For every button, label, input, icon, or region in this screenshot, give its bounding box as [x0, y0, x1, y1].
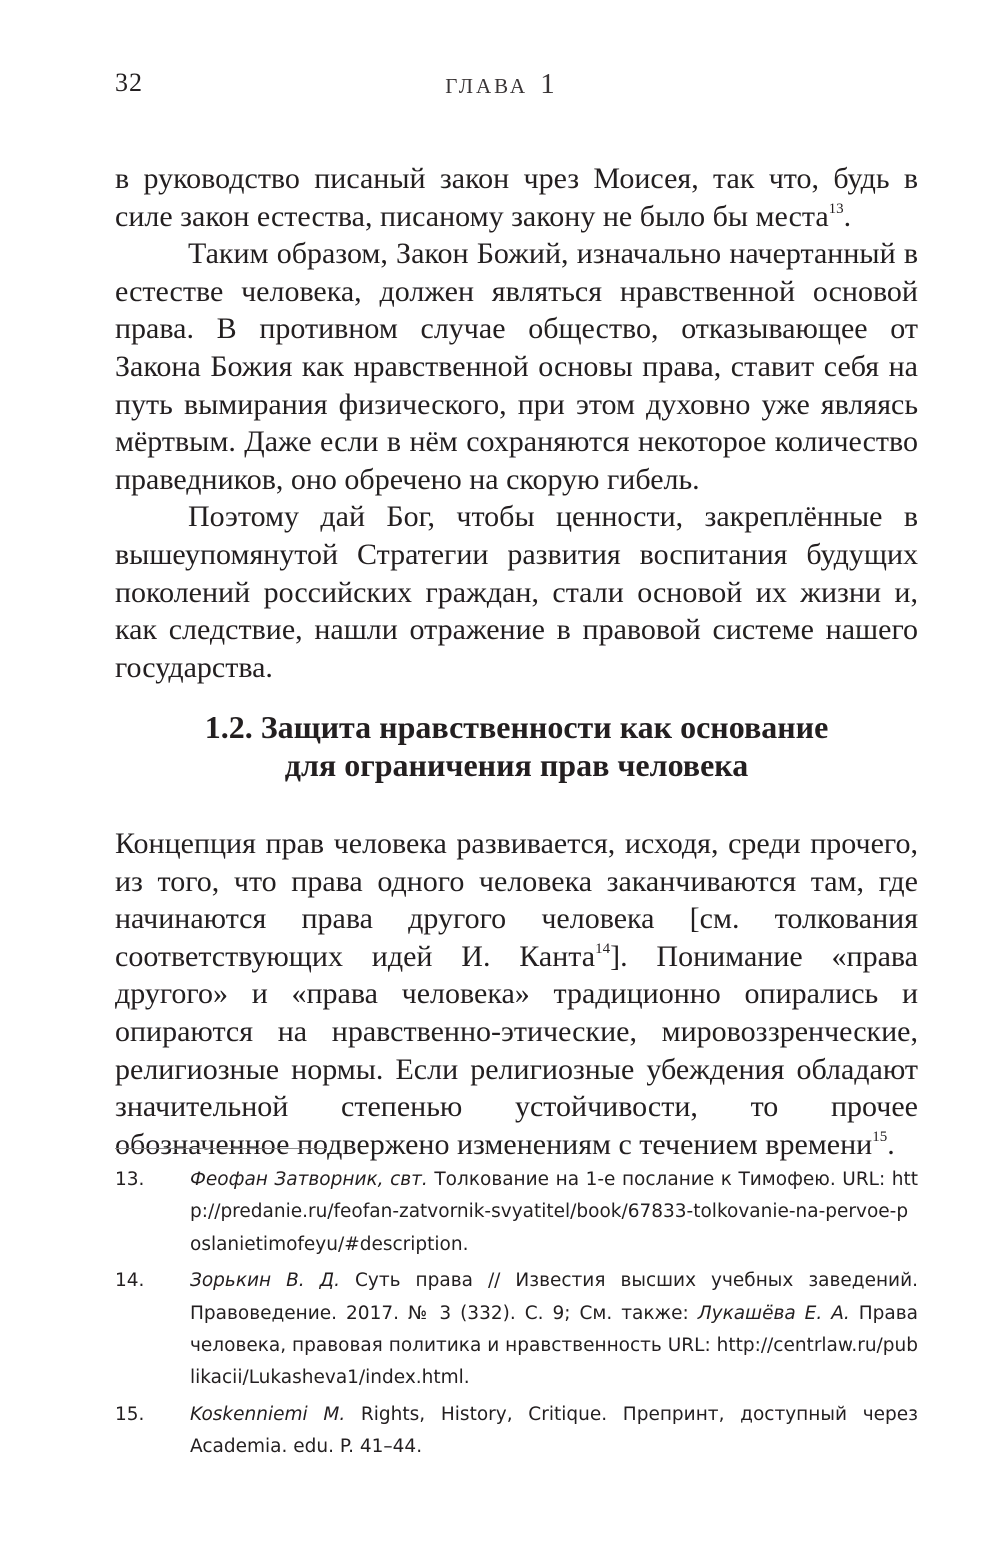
section-heading-line-1: 1.2. Защита нравственности как основание — [204, 709, 829, 745]
footnote-url[interactable]: http://centrlaw.ru/publikacii/Lukasheva1/index.html. — [190, 1335, 918, 1389]
footnote-author: Феофан Затворник, свт. — [190, 1169, 428, 1190]
footnote-author-2: Лукашёва Е. А. — [697, 1302, 850, 1324]
page-header — [0, 62, 1000, 106]
footnote-author: Koskenniemi M. — [190, 1403, 346, 1425]
section-paragraph-part-3: . — [887, 1127, 895, 1161]
running-head — [0, 68, 1000, 101]
body-text — [115, 160, 918, 686]
chapter-number: 1 — [540, 68, 555, 100]
section-paragraph-part-1: Концепция прав человека развивается, исходя, среди прочего, из того, что права одного человека заканчиваются там, где начинаются права другого человека [см. толкования соответствующих идей И. Канта — [115, 827, 918, 973]
footnote-text: Суть права // Известия высших учебных заведений. Правоведение. 2017. № 3 (332). С. 9; См. также: — [190, 1270, 918, 1324]
footnote-number: 13. — [115, 1169, 145, 1190]
footnotes — [115, 1164, 918, 1468]
footnote-ref-13: 13 — [828, 200, 844, 217]
paragraph-2: Таким образом, Закон Божий, изначально начертанный в естестве человека, должен являться нравственной основой права. В противном случае общество, отказывающее от Закона Божия как нравственной основы права, ставит себя на путь вымирания физического, при этом духовно уже являясь мёртвым. Даже если в нём сохраняются некоторое количество праведников, оно обречено на скорую гибель. — [115, 237, 918, 496]
footnote-divider — [115, 1148, 327, 1149]
paragraph-1-text: в руководство писаный закон чрез Моисея, так что, будь в силе закон естества, писаному закону не было бы места — [115, 162, 918, 233]
paragraph-1: в руководство писаный закон чрез Моисея, так что, будь в силе закон естества, писаному закону не было бы места$^{13}$. — [115, 162, 918, 233]
footnote-body — [190, 1164, 918, 1261]
section-heading-line-2: для ограничения прав человека — [284, 747, 749, 783]
footnote-number: 14. — [115, 1270, 145, 1292]
footnote-text-2: Права человека, правовая политика и нравственность URL: — [190, 1302, 918, 1357]
footnote-ref-14: 14 — [595, 940, 611, 957]
section-heading — [115, 708, 918, 784]
page-number: 32 — [115, 68, 143, 97]
footnote-14 — [115, 1265, 918, 1395]
section-paragraph — [115, 825, 918, 1163]
running-head-label: ГЛАВА — [445, 74, 529, 98]
footnote-author: Зорькин В. Д. — [190, 1270, 341, 1292]
footnote-13 — [115, 1164, 918, 1261]
footnote-body — [190, 1265, 918, 1395]
section-paragraph-part-2: ]. Понимание «права другого» и «права человека» традиционно опирались и опираются на нравственно-этические, мировоззренческие, религиозные нормы. Если религиозные убеждения обладают значительной степенью устойчивости, то прочее обозначенное подвержено изменениям с течением времени — [115, 939, 918, 1161]
footnote-text: Rights, History, Critique. Препринт, доступный через Academia. edu. P. 41–44. — [190, 1403, 918, 1458]
paragraph-3: Поэтому дай Бог, чтобы ценности, закреплённые в вышеупомянутой Стратегии развития воспитания будущих поколений российских граждан, стали основой их жизни и, как следствие, нашли отражение в правовой системе нашего государства. — [115, 500, 918, 684]
footnote-url[interactable]: http://predanie.ru/feofan-zatvornik-svyatitel/book/67833-tolkovanie-na-pervoe-poslanietimofeyu/#description. — [190, 1169, 919, 1255]
section-body — [115, 825, 918, 1163]
footnote-text: Толкование на 1-е послание к Тимофею. URL: — [427, 1169, 892, 1190]
footnote-body — [190, 1399, 918, 1464]
footnote-number: 15. — [115, 1403, 145, 1425]
footnote-15 — [115, 1399, 918, 1464]
footnote-ref-15: 15 — [872, 1128, 888, 1145]
